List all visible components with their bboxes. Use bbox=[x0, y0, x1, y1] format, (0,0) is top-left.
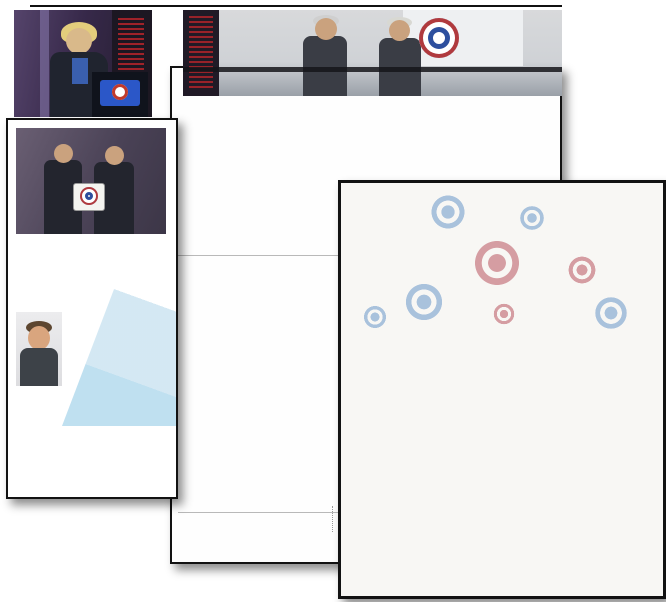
figure4-quarter-divider bbox=[332, 506, 333, 532]
author-figure bbox=[28, 326, 50, 350]
stage-light-decoration bbox=[40, 10, 49, 117]
author-headshot bbox=[16, 312, 62, 386]
iiusa-logo-badge bbox=[80, 187, 98, 205]
attendee-figure bbox=[303, 36, 347, 96]
clipped-second-column bbox=[161, 310, 173, 488]
bullseye-decoration bbox=[491, 301, 517, 327]
article-body bbox=[16, 310, 158, 488]
conference-speaker-photo bbox=[14, 10, 152, 117]
bullseye-decoration bbox=[469, 235, 525, 291]
bullseye-decoration bbox=[591, 293, 631, 333]
stage-edge bbox=[183, 67, 562, 72]
article-columns bbox=[350, 379, 654, 591]
advocacy-article-page bbox=[6, 118, 178, 499]
bullseye-decoration bbox=[401, 279, 447, 325]
bullseye-decoration bbox=[565, 253, 599, 287]
stage-banner bbox=[183, 10, 219, 96]
attendee-figure bbox=[315, 18, 337, 40]
bullseye-decoration bbox=[361, 303, 389, 331]
conference-attendees-photo bbox=[183, 10, 562, 96]
banner-text-decoration bbox=[189, 16, 213, 88]
leahy-grassley-article-page bbox=[338, 180, 666, 599]
speaker-figure bbox=[66, 28, 92, 54]
award-recipient-figure bbox=[54, 144, 73, 163]
bullseye-decoration bbox=[427, 191, 469, 233]
bullseye-decoration bbox=[517, 203, 547, 233]
iiusa-anniversary-logo bbox=[419, 18, 459, 58]
drop-cap bbox=[67, 314, 69, 315]
award-presenter-figure bbox=[105, 146, 124, 165]
back-page-top-border bbox=[30, 5, 562, 7]
attendee-figure bbox=[389, 20, 410, 41]
author-figure bbox=[20, 348, 58, 386]
iiusa-logo-badge bbox=[112, 84, 128, 100]
speaker-figure bbox=[72, 58, 88, 84]
